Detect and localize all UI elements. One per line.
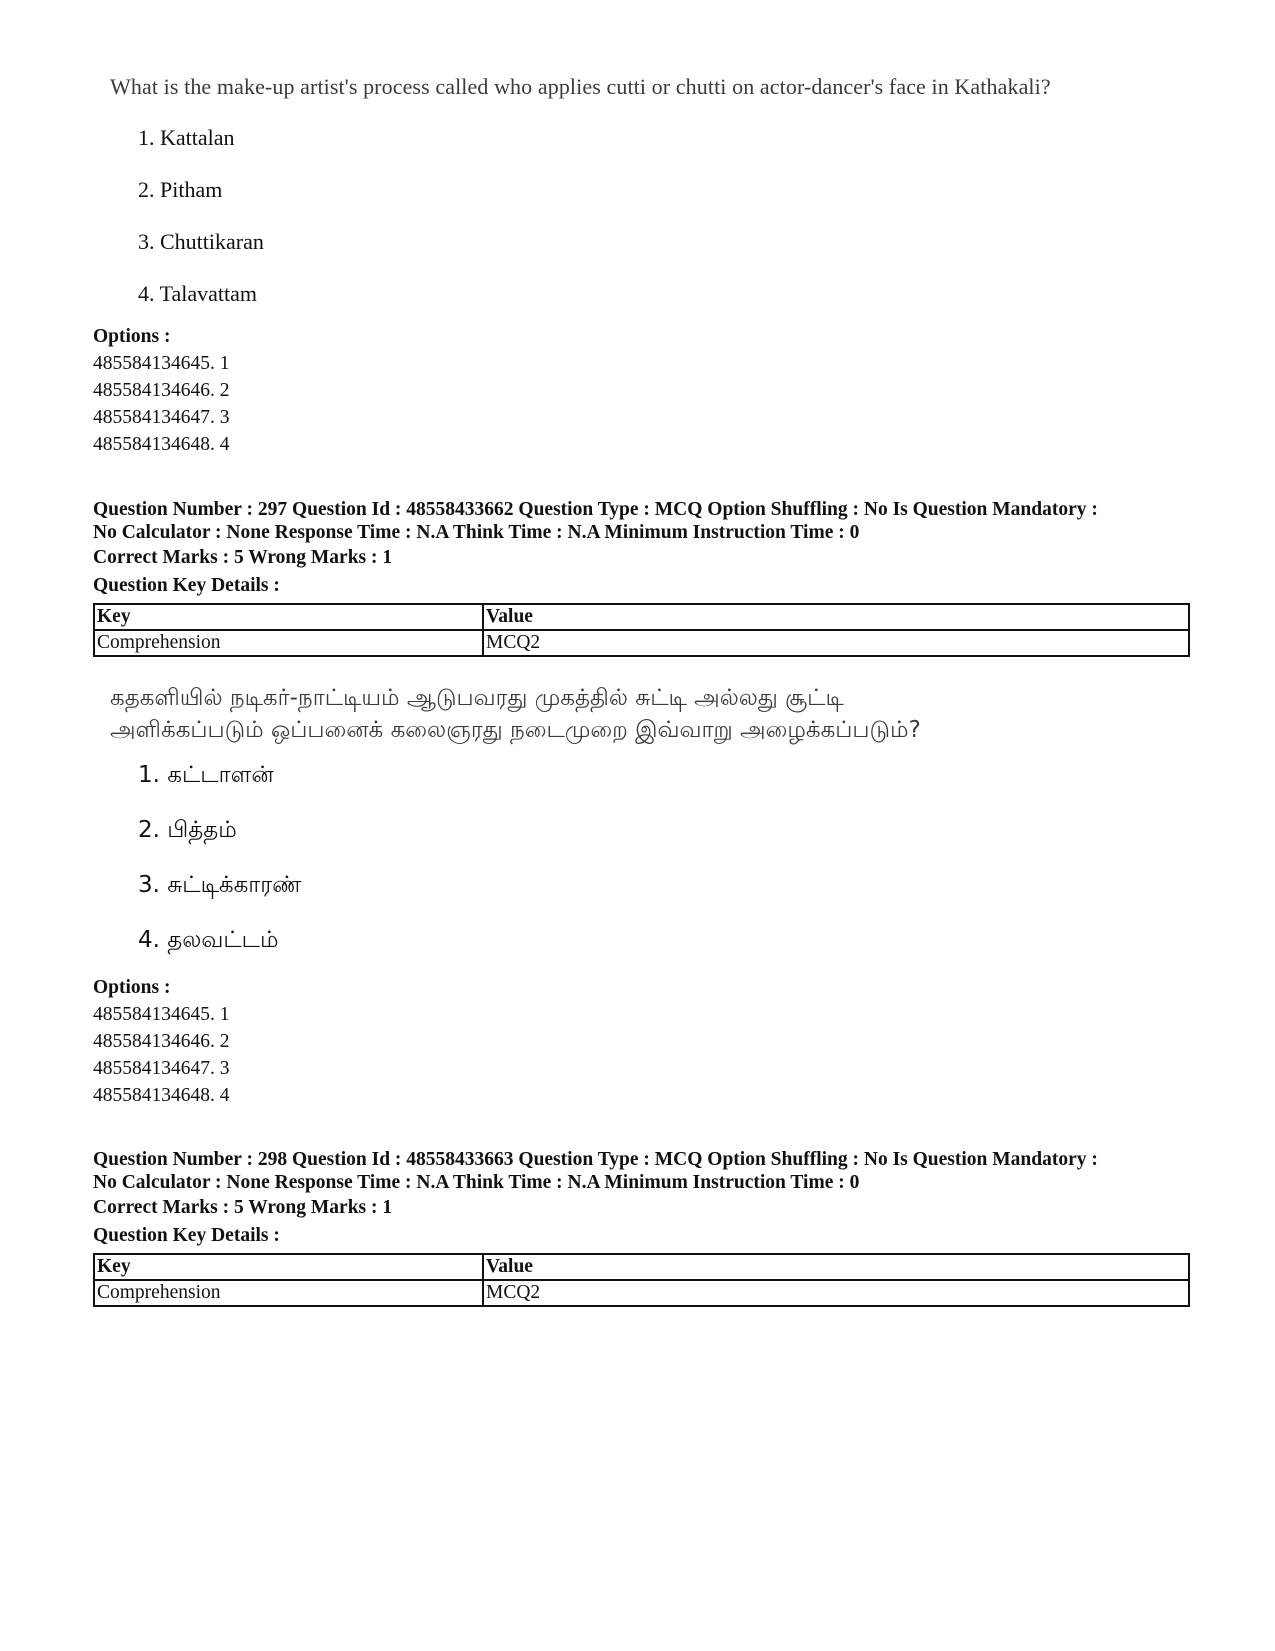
choice-2: 2. Pitham	[138, 177, 223, 202]
key-details-table	[93, 1253, 1190, 1307]
cell-value: MCQ2	[483, 1280, 1189, 1306]
option-line: 485584134647. 3	[93, 1058, 230, 1079]
option-line: 485584134647. 3	[93, 407, 230, 428]
key-details-label: Question Key Details :	[93, 575, 280, 596]
choice-4: 4. தலவட்டம்	[138, 927, 279, 953]
option-line: 485584134648. 4	[93, 1085, 230, 1106]
option-line: 485584134648. 4	[93, 434, 230, 455]
cell-value: MCQ2	[483, 630, 1189, 656]
header-key: Key	[94, 1254, 483, 1280]
options-label: Options :	[93, 977, 171, 998]
question-text-english: What is the make-up artist's process called who applies cutti or chutti on actor-dancer's face in Kathakali?	[110, 74, 1051, 99]
header-value: Value	[483, 1254, 1189, 1280]
key-details-label: Question Key Details :	[93, 1225, 280, 1246]
question-text-tamil	[110, 682, 921, 746]
header-key: Key	[94, 604, 483, 630]
choice-4: 4. Talavattam	[138, 281, 258, 306]
question-meta	[93, 1148, 1193, 1194]
header-value: Value	[483, 604, 1189, 630]
table-header-row	[94, 1254, 1189, 1280]
question-meta	[93, 498, 1193, 544]
table-header-row	[94, 604, 1189, 630]
table-row	[94, 630, 1189, 656]
question-line-1: கதகளியில் நடிகர்-நாட்டியம் ஆடுபவரது முகத்தில் சுட்டி அல்லது சூட்டி	[110, 685, 844, 711]
cell-key: Comprehension	[94, 630, 483, 656]
cell-key: Comprehension	[94, 1280, 483, 1306]
marks-line: Correct Marks : 5 Wrong Marks : 1	[93, 1197, 393, 1218]
choice-1: 1. Kattalan	[138, 125, 235, 150]
key-details-table	[93, 603, 1190, 657]
choice-2: 2. பித்தம்	[138, 817, 237, 843]
meta-line-2: No Calculator : None Response Time : N.A Think Time : N.A Minimum Instruction Time : 0	[93, 1172, 860, 1193]
question-line-2: அளிக்கப்படும் ஒப்பனைக் கலைஞரது நடைமுறை இவ்வாறு அழைக்கப்படும்?	[110, 717, 921, 743]
marks-line: Correct Marks : 5 Wrong Marks : 1	[93, 547, 393, 568]
options-label: Options :	[93, 326, 171, 347]
choice-1: 1. கட்டாளன்	[138, 762, 274, 788]
meta-line-1: Question Number : 297 Question Id : 48558433662 Question Type : MCQ Option Shuffling : No Is Question Mandatory :	[93, 499, 1098, 520]
option-line: 485584134645. 1	[93, 1004, 230, 1025]
table-row	[94, 1280, 1189, 1306]
choice-3: 3. சுட்டிக்காரண்	[138, 872, 302, 898]
choice-3: 3. Chuttikaran	[138, 229, 264, 254]
meta-line-1: Question Number : 298 Question Id : 48558433663 Question Type : MCQ Option Shuffling : No Is Question Mandatory :	[93, 1149, 1098, 1170]
option-line: 485584134646. 2	[93, 1031, 230, 1052]
option-line: 485584134646. 2	[93, 380, 230, 401]
meta-line-2: No Calculator : None Response Time : N.A Think Time : N.A Minimum Instruction Time : 0	[93, 522, 860, 543]
option-line: 485584134645. 1	[93, 353, 230, 374]
